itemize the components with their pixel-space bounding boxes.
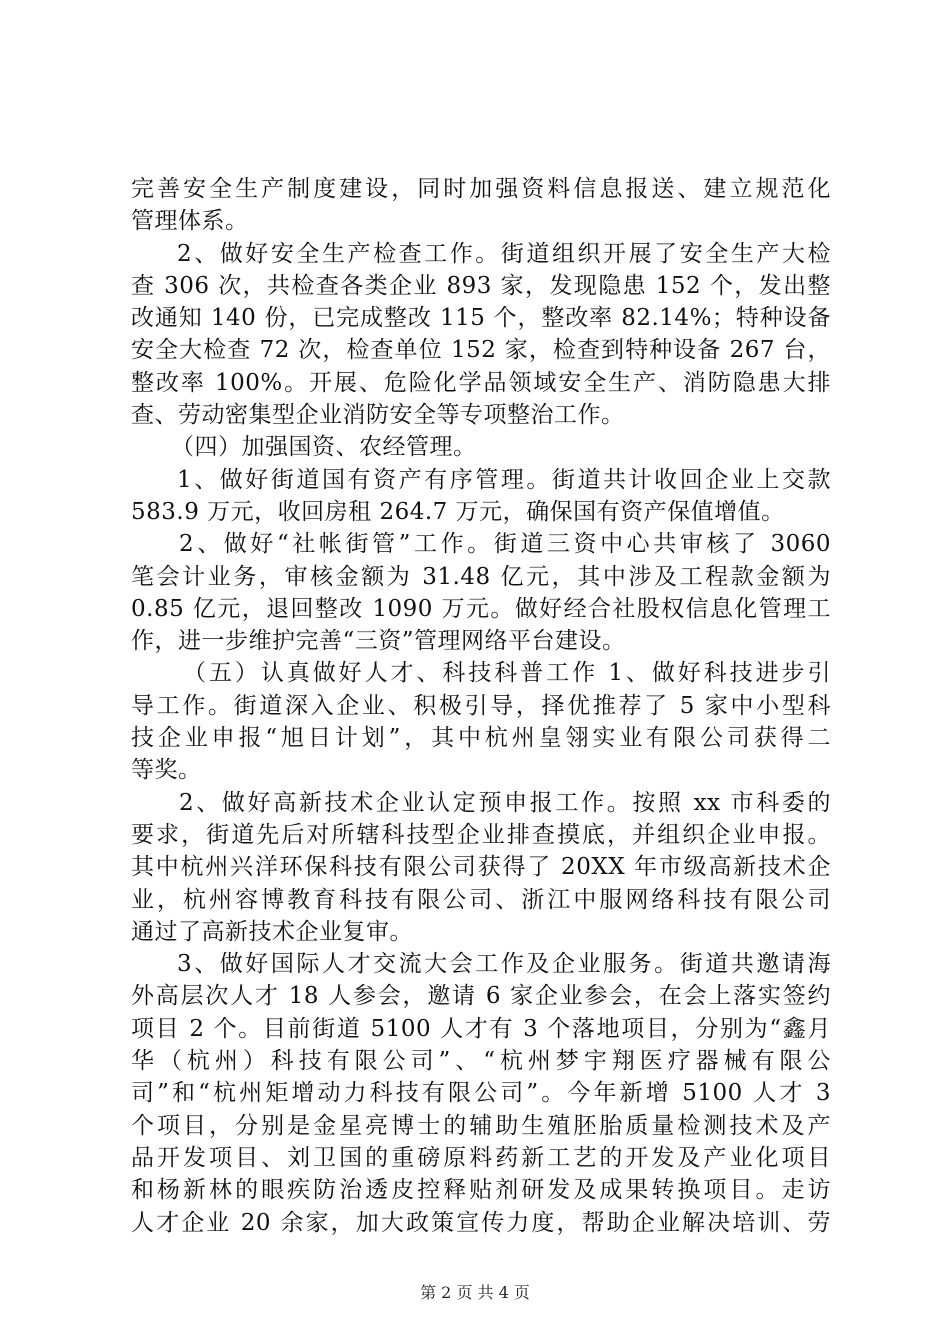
text-line: 查、劳动密集型企业消防安全等专项整治工作。	[131, 402, 625, 429]
text-line: 改通知 140 份，已完成整改 115 个，整改率 82.14%；特种设备	[131, 305, 831, 332]
text-line: 等奖。	[131, 757, 202, 784]
text-line: 583.9 万元，收回房租 264.7 万元，确保国有资产保值增值。	[131, 498, 785, 525]
text-line: 作，进一步维护完善“三资”管理网络平台建设。	[131, 628, 626, 655]
text-line: 人才企业 20 余家，加大政策宣传力度，帮助企业解决培训、劳	[131, 1209, 831, 1236]
text-line: 通过了高新技术企业复审。	[131, 918, 413, 945]
text-line: 管理体系。	[131, 208, 249, 235]
text-line: 1、做好街道国有资产有序管理。街道共计收回企业上交款	[177, 466, 831, 493]
text-line: 2、做好高新技术企业认定预申报工作。按照 xx 市科委的	[179, 789, 831, 816]
text-line: 其中杭州兴洋环保科技有限公司获得了 20XX 年市级高新技术企	[131, 854, 831, 881]
text-line: 查 306 次，共检查各类企业 893 家，发现隐患 152 个，发出整	[131, 272, 831, 299]
text-line: 整改率 100%。开展、危险化学品领域安全生产、消防隐患大排	[131, 369, 831, 396]
document-body	[131, 173, 831, 1239]
text-line: （五）认真做好人才、科技科普工作 1、做好科技进步引	[183, 660, 831, 687]
text-line: 技企业申报“旭日计划”，其中杭州皇翎实业有限公司获得二	[131, 725, 831, 752]
text-line: 外高层次人才 18 人参会，邀请 6 家企业参会，在会上落实签约	[131, 983, 831, 1010]
text-line: 3、做好国际人才交流大会工作及企业服务。街道共邀请海	[177, 951, 831, 978]
text-line: 和杨新林的眼疾防治透皮控释贴剂研发及成果转换项目。走访	[131, 1177, 831, 1204]
text-line: （四）加强国资、农经管理。	[171, 434, 477, 461]
text-line: 业，杭州容博教育科技有限公司、浙江中服网络科技有限公司	[131, 886, 831, 913]
text-line: 项目 2 个。目前街道 5100 人才有 3 个落地项目，分别为“鑫月	[131, 1015, 831, 1042]
text-line: 2、做好安全生产检查工作。街道组织开展了安全生产大检	[177, 240, 831, 267]
text-line: 司”和“杭州矩增动力科技有限公司”。今年新增 5100 人才 3	[131, 1080, 831, 1107]
text-line: 2、做好“社帐街管”工作。街道三资中心共审核了 3060	[179, 531, 831, 558]
text-line: 完善安全生产制度建设，同时加强资料信息报送、建立规范化	[131, 176, 831, 202]
text-line: 0.85 亿元，退回整改 1090 万元。做好经合社股权信息化管理工	[131, 595, 831, 622]
page-footer: 第 2 页 共 4 页	[420, 1283, 530, 1302]
text-line: 品开发项目、刘卫国的重磅原料药新工艺的开发及产业化项目	[131, 1144, 831, 1171]
text-line: 华（杭州）科技有限公司”、“杭州梦宇翔医疗器械有限公	[131, 1048, 831, 1075]
text-line: 安全大检查 72 次，检查单位 152 家，检查到特种设备 267 台，	[131, 337, 831, 364]
text-line: 要求，街道先后对所辖科技型企业排查摸底，并组织企业申报。	[131, 821, 831, 848]
text-line: 导工作。街道深入企业、积极引导，择优推荐了 5 家中小型科	[131, 692, 831, 719]
text-line: 笔会计业务，审核金额为 31.48 亿元，其中涉及工程款金额为	[131, 563, 831, 590]
text-line: 个项目，分别是金星亮博士的辅助生殖胚胎质量检测技术及产	[131, 1112, 831, 1139]
